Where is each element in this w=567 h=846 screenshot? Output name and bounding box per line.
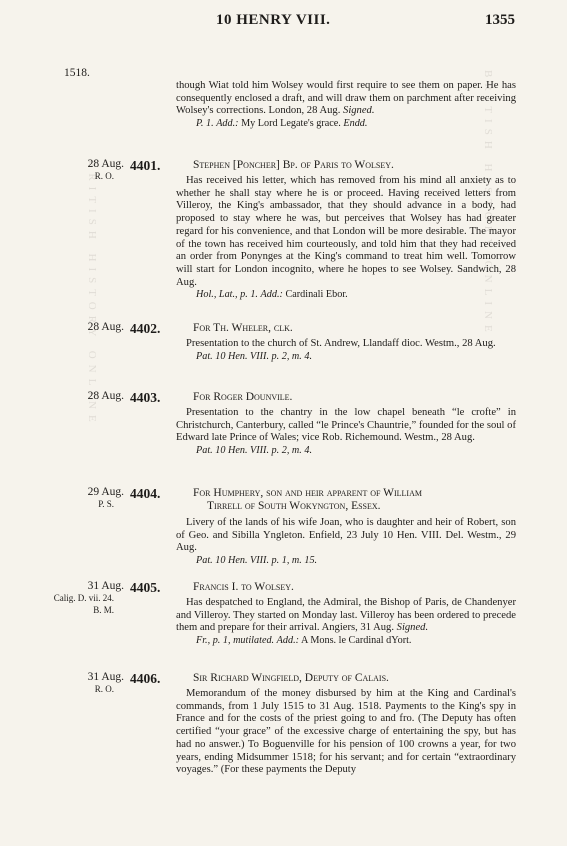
- entry-note: Pat. 10 Hen. VIII. p. 2, m. 4.: [196, 350, 313, 362]
- entry-body: Has despatched to England, the Admiral, the Bishop of Paris, de Chandenyer and Villeroy. They started on Monday last. Villeroy has been ordered to precede them and prepare for their arrival. Angiers, 31 Aug. Signed. Fr., p. 1, mutilated. Add.: A Mons. le Cardinal dYort.: [176, 597, 516, 647]
- entry-heading: Francis I. to Wolsey.: [193, 581, 294, 593]
- entry-margin: [50, 158, 124, 182]
- entry-heading: Sir Richard Wingfield, Deputy of Calais.: [193, 672, 389, 684]
- entry-number: 4403.: [130, 390, 161, 405]
- page-number: 1355: [485, 12, 515, 28]
- entry-margin: [50, 390, 124, 402]
- continuation-note: P. 1. Add.: My Lord Legate's grace. Endd.: [196, 118, 368, 130]
- entry-heading: Stephen [Poncher] Bp. of Paris to Wolsey.: [193, 159, 394, 171]
- entry-margin: [50, 671, 124, 695]
- continuation-signed: Signed.: [343, 105, 375, 117]
- entry-margin: [50, 580, 124, 616]
- entry-number: 4404.: [130, 486, 161, 501]
- continuation-text: though Wiat told him Wolsey would first require to see them on paper. He has consequently enclosed a draft, and will draw them on parchment after receiving Wolsey's corrections. London, 28 Aug. Signed.: [176, 80, 516, 117]
- entry-note: Hol., Lat., p. 1. Add.: Cardinali Ebor.: [196, 289, 348, 301]
- entry-heading: For Th. Wheler, clk.: [193, 322, 293, 334]
- entry-source: P. S.: [98, 499, 114, 509]
- entry-date: 31 Aug.: [87, 580, 124, 592]
- entry-signed: Signed.: [396, 622, 429, 634]
- running-head: [0, 12, 567, 32]
- entry-number: 4402.: [130, 321, 161, 336]
- entry-margin: [50, 486, 124, 510]
- entry-note: Fr., p. 1, mutilated. Add.: A Mons. le Cardinal dYort.: [196, 635, 412, 647]
- entry-heading: For Humphery, son and heir apparent of William Tirrell of South Wokyngton, Essex.: [193, 487, 422, 513]
- entry-heading: For Roger Dounvile.: [193, 391, 293, 403]
- entry-note: Pat. 10 Hen. VIII. p. 2, m. 4.: [196, 445, 313, 457]
- entry-body: Presentation to the chantry in the low chapel beneath “le crofte” in Christchurch, Canterbury, called “le Prince's Chauntrie,” founded for the soul of Edward late Prince of Wales; vice Rob. Richemound. Westm., 28 Aug. Pat. 10 Hen. VIII. p. 2, m. 4.: [176, 407, 516, 457]
- entry-body: Livery of the lands of his wife Joan, who is daughter and heir of Robert, son of Geo. and Sibilla Yngleton. Enfield, 23 July 10 Hen. VIII. Del. Westm., 29 Aug. Pat. 10 Hen. VIII. p. 1, m. 15.: [176, 517, 516, 567]
- entry-body: Presentation to the church of St. Andrew, Llandaff dioc. Westm., 28 Aug. Pat. 10 Hen. VIII. p. 2, m. 4.: [176, 338, 516, 363]
- entry-body: Memorandum of the money disbursed by him at the King and Cardinal's commands, from 1 July 1515 to 31 Aug. 1518. Payments to the King's spy in France and for the costs of the priest going to and fro. (The Deputy has often certified “your grace” of the excessive charge of entertaining the spy, but has had no answer.) To Boguenville for his pension of 100 crowns a year, for two years, ending Midsummer 1518; for his servant; and for certain “extraordinary voyages.” (For these payments the Deputy: [176, 688, 516, 776]
- entry-source-2: B. M.: [93, 605, 114, 615]
- entry-source: R. O.: [94, 171, 114, 181]
- entry-date: 29 Aug.: [87, 486, 124, 498]
- entry-number: 4406.: [130, 671, 161, 686]
- watermark-right: BRITISH HISTORY ONLINE: [482, 70, 494, 338]
- entry-date: 28 Aug.: [87, 321, 124, 333]
- continuation-block: [176, 80, 516, 131]
- entry-number: 4405.: [130, 580, 161, 595]
- margin-year: 1518.: [64, 67, 90, 79]
- entry-date: 28 Aug.: [87, 390, 124, 402]
- entry-source: Calig. D. vii. 24.: [53, 593, 114, 603]
- entry-margin: [50, 321, 124, 333]
- entry-number: 4401.: [130, 158, 161, 173]
- watermark-left: BRITISH HISTORY ONLINE: [86, 160, 98, 428]
- entry-date: 31 Aug.: [87, 671, 124, 683]
- running-head-title: 10 HENRY VIII.: [216, 12, 331, 28]
- entry-body: Has received his letter, which has removed from his mind all anxiety as to whether he shall stay where he is or proceed. Having received letters from Villeroy, the King's ambassador, that they should advance in a body, had proposed to stay where he was, but perceives that Wolsey has had greater regard for his convenience, and that London will be more desirable. The mayor of the town has received him courteously, and told him that they had received an order from Ponynges at the King's command to treat him well. Tomorrow will start for London incognito, where he hopes to see Wolsey. Sandwich, 28 Aug. Hol., Lat., p. 1. Add.: Cardinali Ebor.: [176, 175, 516, 301]
- entry-date: 28 Aug.: [87, 158, 124, 170]
- entry-note: Pat. 10 Hen. VIII. p. 1, m. 15.: [196, 555, 318, 567]
- entry-source: R. O.: [94, 684, 114, 694]
